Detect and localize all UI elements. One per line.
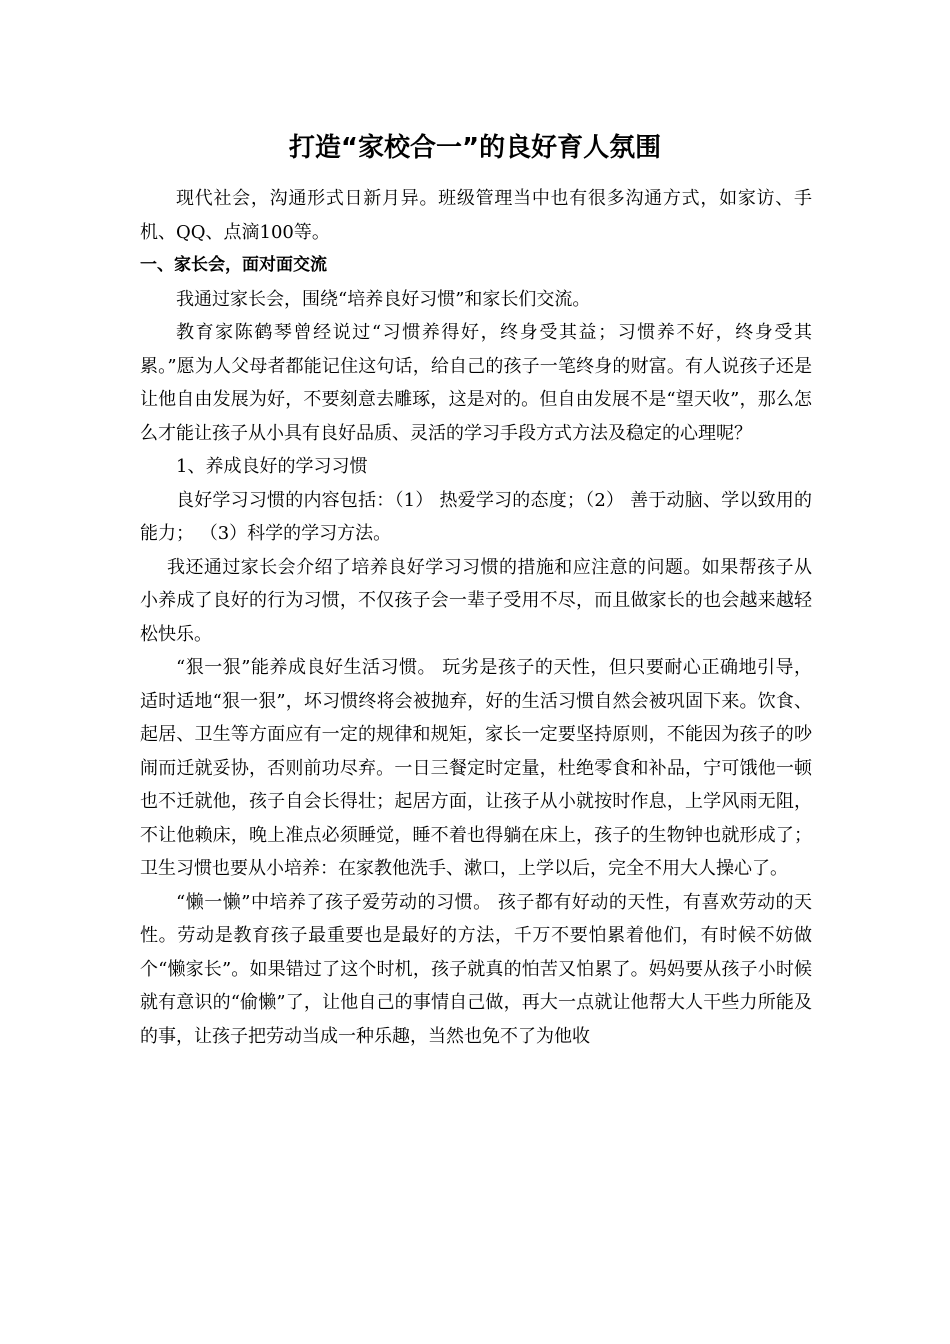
section-heading-1: 一、家长会，面对面交流 <box>140 255 327 275</box>
paragraph-measures: 我还通过家长会介绍了培养良好学习习惯的措施和应注意的问题。如果帮孩子从小养成了良好的行为习惯，不仅孩子会一辈子受用不尽，而且做家长的也会越来越轻松快乐。 <box>140 556 812 645</box>
paragraph-strict: “狠一狠”能养成良好生活习惯。 玩劣是孩子的天性，但只要耐心正确地引导，适时适地“狠一狠”，坏习惯终将会被抛弃，好的生活习惯自然会被巩固下来。饮食、起居、卫生等方面应有一定的规律和规矩，家长一定要坚持原则，不能因为孩子的吵闹而迁就妥协，否则前功尽弃。一日三餐定时定量，杜绝零食和补品，宁可饿他一顿也不迁就他，孩子自会长得壮；起居方面，让孩子从小就按时作息，上学风雨无阻，不让他赖床，晚上准点必须睡觉，睡不着也得躺在床上，孩子的生物钟也就形成了；卫生习惯也要从小培养：在家教他洗手、漱口，上学以后，完全不用大人操心了。 <box>140 657 812 879</box>
paragraph-quote: 教育家陈鹤琴曾经说过“习惯养得好，终身受其益；习惯养不好，终身受其累。”愿为人父母者都能记住这句话，给自己的孩子一笔终身的财富。有人说孩子还是让他自由发展为好，不要刻意去雕琢，这是对的。但自由发展不是“望天收”，那么怎么才能让孩子从小具有良好品质、灵活的学习手段方式方法及稳定的心理呢？ <box>140 322 812 444</box>
paragraph-lazy: “懒一懒”中培养了孩子爱劳动的习惯。 孩子都有好动的天性，有喜欢劳动的天性。劳动是教育孩子最重要也是最好的方法，千万不要怕累着他们，有时候不妨做个“懒家长”。如果错过了这个时机，孩子就真的怕苦又怕累了。妈妈要从孩子小时候就有意识的“偷懒”了，让他自己的事情自己做，再大一点就让他帮大人干些力所能及的事，让孩子把劳动当成一种乐趣，当然也免不了为他收 <box>140 891 812 1047</box>
paragraph-habit-content: 良好学习习惯的内容包括：（1） 热爱学习的态度；（2） 善于动脑、学以致用的能力； （3）科学的学习方法。 <box>140 489 812 544</box>
subheading-study-habits: 1、养成良好的学习习惯 <box>176 456 368 477</box>
document-title: 打造“家校合一”的良好育人氛围 <box>288 133 662 163</box>
paragraph-intro: 现代社会，沟通形式日新月异。班级管理当中也有很多沟通方式，如家访、手机、QQ、点滴100等。 <box>140 188 812 243</box>
paragraph-parent-meeting: 我通过家长会，围绕“培养良好习惯”和家长们交流。 <box>176 288 591 310</box>
document-body <box>140 182 812 1053</box>
